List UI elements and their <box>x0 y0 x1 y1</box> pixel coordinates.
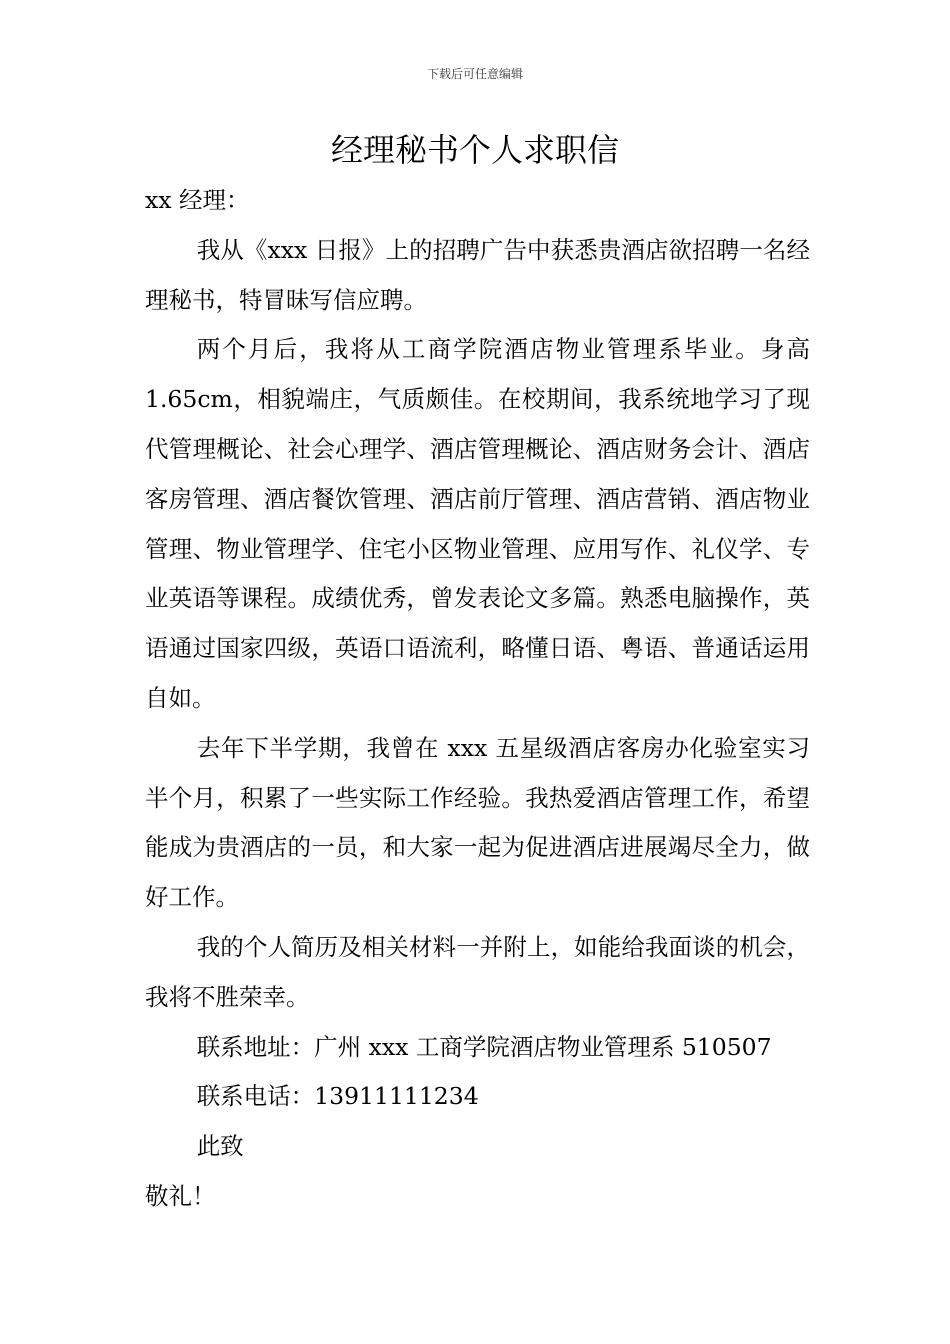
paragraph-background: 两个月后，我将从工商学院酒店物业管理系毕业。身高 1.65cm，相貌端庄，气质颇佳。在校期间，我系统地学习了现代管理概论、社会心理学、酒店管理概论、酒店财务会计、酒店客房管理、酒店餐饮管理、酒店前厅管理、酒店营销、酒店物业管理、物业管理学、住宅小区物业管理、应用写作、礼仪学、专业英语等课程。成绩优秀，曾发表论文多篇。熟悉电脑操作，英语通过国家四级，英语口语流利，略懂日语、粤语、普通话运用自如。 <box>145 335 810 712</box>
header-note: 下载后可任意编辑 <box>426 67 523 81</box>
paragraph-request: 我的个人简历及相关材料一并附上，如能给我面谈的机会，我将不胜荣幸。 <box>145 932 810 1011</box>
paragraph-experience: 去年下半学期，我曾在 xxx 五星级酒店客房办化验室实习半个月，积累了一些实际工作经验。我热爱酒店管理工作，希望能成为贵酒店的一员，和大家一起为促进酒店进展竭尽全力，做好工作。 <box>145 733 810 912</box>
contact-address: 联系地址：广州 xxx 工商学院酒店物业管理系 510507 <box>196 1032 772 1061</box>
contact-phone: 联系电话：13911111234 <box>196 1082 479 1111</box>
letter-body <box>145 176 810 1222</box>
paragraph-intro: 我从《xxx 日报》上的招聘广告中获悉贵酒店欲招聘一名经理秘书，特冒昧写信应聘。 <box>145 235 810 314</box>
salutation: xx 经理： <box>145 186 250 214</box>
closing-line-1: 此致 <box>196 1132 244 1161</box>
closing-line-2: 敬礼！ <box>145 1181 216 1210</box>
page-title: 经理秘书个人求职信 <box>330 131 619 169</box>
